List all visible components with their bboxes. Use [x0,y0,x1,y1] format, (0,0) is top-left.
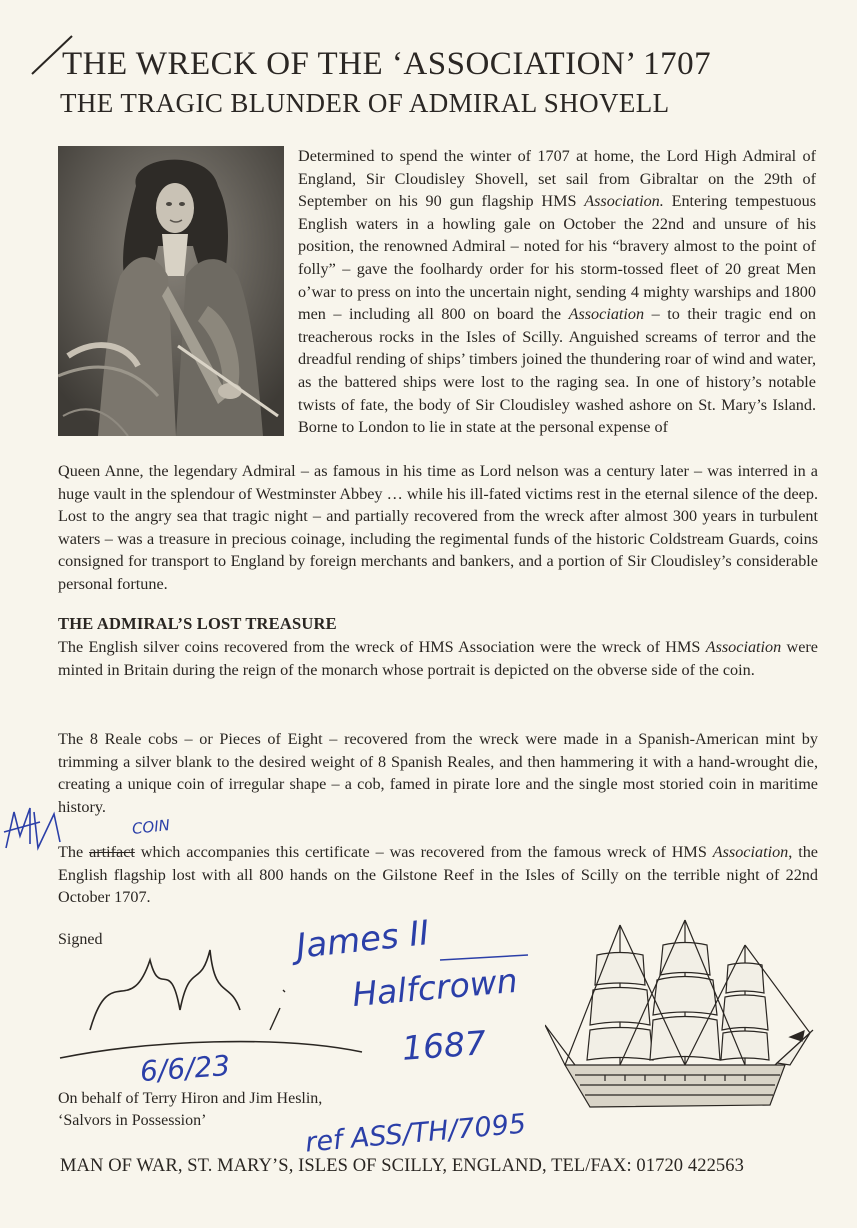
handwritten-monarch: James II [294,913,432,967]
intro-text-1: Determined to spend the winter of 1707 at home, the Lord High Admiral of England, Sir Cloudisley Shovell, set sail from Gibraltar on the 29th of September on his 90 gun flagship HMS [298,147,816,211]
certificate-text-2: which accompanies this certificate – was recovered from the famous wreck of HMS [134,843,713,861]
signed-label: Signed [58,931,103,948]
signature-scribble [60,950,362,1058]
certificate-text-3: , the English flagship lost with all 800 hands on the Gilstone Reef in the Isles of Scilly on the terrible night of 22nd October 1707. [58,843,818,907]
struck-word: artifact [89,843,135,861]
certificate-paragraph [58,841,818,909]
reale-cobs-paragraph: The 8 Reale cobs – or Pieces of Eight – recovered from the wreck were made in a Spanish-American mint by trimming a silver blank to the desired weight of 8 Spanish Reales, and then hammering it with a hand-wrought die, creating a unique coin of irregular shape – a cob, famed in pirate lore and the single most storied coin in maritime history. [58,730,818,816]
intro-text-3: – to their tragic end on treacherous rocks in the Isles of Scilly. Anguished screams of terror and the dreadful rending of ships’ timbers joined the thundering roar of wind and water, as the battered ships were lost to the raging sea. In one of history’s notable twists of fate, the body of Sir Cloudisley washed ashore on St. Mary’s Island. Borne to London to lie in state at the personal expense of [298,305,816,437]
ship-name: Association [705,638,782,656]
page-subtitle: THE TRAGIC BLUNDER OF ADMIRAL SHOVELL [60,88,670,118]
ship-name: Association [568,305,645,324]
sailing-ship-illustration [545,915,815,1120]
silver-coins-paragraph [58,636,818,681]
ship-name: Association [712,843,789,861]
silver-coins-text-2: were minted in Britain during the reign of the monarch whose portrait is depicted on the obverse side of the coin. [58,638,818,679]
footer-address: MAN OF WAR, ST. MARY’S, ISLES OF SCILLY, ENGLAND, TEL/FAX: 01720 422563 [60,1156,744,1176]
handwritten-correction: COIN [131,816,171,838]
intro-paragraph-continued: Queen Anne, the legendary Admiral – as famous in his time as Lord nelson was a century later – was interred in a huge vault in the splendour of Westminster Abbey … while his ill-fated victims rest in the eternal silence of the deep. Lost to the angry sea that tragic night – and partially recovered from the wreck after almost 300 years in turbulent waters – was a treasure in precious coinage, including the regimental funds of the historic Coldstream Guards, coins consigned for transport to England by foreign merchants and bankers, and a portion of Sir Cloudisley’s considerable personal fortune. [58,462,818,593]
page-title: THE WRECK OF THE ‘ASSOCIATION’ 1707 [62,46,712,82]
certificate-text-1: The [58,843,90,861]
handwritten-reference: ref ASS/TH/7095 [304,1108,528,1159]
behalf-line [58,1088,322,1132]
handwritten-coin-type: Halfcrown [350,960,520,1015]
ship-name: Association. [584,192,664,211]
behalf-line-2: ‘Salvors in Possession’ [58,1112,207,1129]
handwritten-year: 1687 [400,1023,488,1068]
behalf-line-1: On behalf of Terry Hiron and Jim Heslin, [58,1090,323,1107]
margin-initials [4,808,60,848]
admiral-portrait-image [58,146,284,436]
silver-coins-text-1: The English silver coins recovered from the wreck of HMS Association were the wreck of HMS [58,638,706,656]
intro-paragraph [298,145,816,439]
treasure-heading: THE ADMIRAL’S LOST TREASURE [58,614,337,633]
handwritten-date: 6/6/23 [138,1048,232,1089]
intro-text-2: Entering tempestuous English waters in a howling gale on October the 22nd and unsure of his position, the renowned Admiral – noted for his “bravery almost to the point of folly” – gave the foolhardy order for his storm-tossed fleet of 20 great Men o’war to press on into the uncertain night, sending 4 mighty warships and 1800 men – including all 800 on board the [298,192,816,324]
